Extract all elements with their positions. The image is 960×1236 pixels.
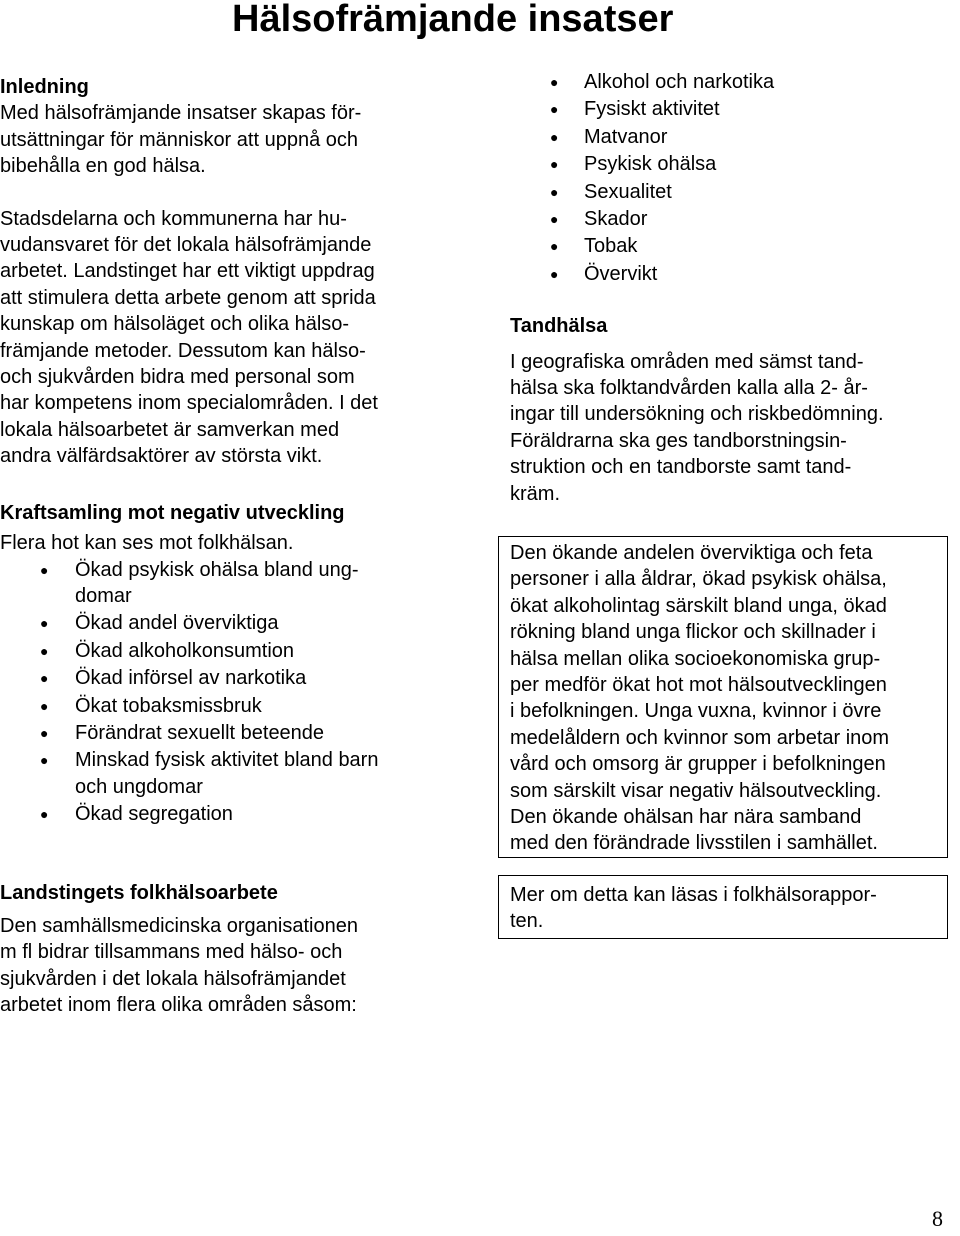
list-item [510,206,950,232]
list-item [0,747,450,800]
paragraph-line: I geografiska områden med sämst tand- [510,350,864,373]
list-item [510,69,950,95]
paragraph-line: främjande metoder. Dessutom kan hälso- [0,339,366,362]
box-line: medelåldern och kvinnor som arbetar inom [510,726,890,749]
paragraph-line: Stadsdelarna och kommunerna har hu- [0,207,347,230]
bullet-icon: ● [40,670,49,687]
bullet-icon: ● [40,642,49,659]
bullet-icon: ● [40,806,49,823]
paragraph-line: kräm. [510,482,560,505]
box-line: vård och omsorg är grupper i befolkningen [510,753,886,776]
list-item [0,610,450,636]
list-item [0,801,450,827]
box-line: per medför ökat hot mot hälsoutvecklingen [510,674,887,697]
health-trend-box [498,536,948,858]
list-item-text: Ökad andel överviktiga [75,612,279,635]
paragraph-line: arbetet inom flera olika områden såsom: [0,994,357,1017]
paragraph-line: hälsa ska folktandvården kalla alla 2- år- [510,377,868,400]
list-item-text: Ökad segregation [75,803,233,826]
list-item-text: Ökad införsel av narkotika [75,667,307,690]
box-line: personer i alla åldrar, ökad psykisk ohälsa, [510,568,887,591]
bullet-icon: ● [40,561,49,578]
list-item-text: Psykisk ohälsa [584,153,717,176]
box-line: Den ökande ohälsan har nära samband [510,806,862,829]
paragraph-line: vudansvaret för det lokala hälsofrämjande [0,234,372,257]
list-item-text: Matvanor [584,125,668,148]
bullet-icon: ● [40,697,49,714]
list-item-text: Skador [584,208,648,231]
paragraph-line: ingar till undersökning och riskbedömning. [510,403,884,426]
paragraph-line: m fl bidrar tillsammans med hälso- och [0,941,343,964]
intro-heading: Inledning [0,76,89,98]
box-line: hälsa mellan olika socioekonomiska grup- [510,647,881,670]
list-item [0,665,450,691]
tandhalsa-paragraph [510,349,950,507]
list-item-text: domar [75,584,132,607]
list-item-text: Ökad psykisk ohälsa bland ung- [75,558,359,581]
list-item [510,233,950,259]
list-item [0,693,450,719]
list-item-text: Fysiskt aktivitet [584,98,720,121]
bullet-icon: ● [40,752,49,769]
landsting-heading: Landstingets folkhälsoarbete [0,881,278,904]
box-line: Mer om detta kan läsas i folkhälsorappor- [510,884,877,906]
page-number: 8 [932,1206,943,1231]
paragraph-line: och sjukvården bidra med personal som [0,366,355,389]
paragraph-line: att stimulera detta arbete genom att sprida [0,286,376,309]
list-item-text: och ungdomar [75,775,203,798]
list-item-text: Ökat tobaksmissbruk [75,694,262,717]
paragraph-line: struktion och en tandborste samt tand- [510,456,852,479]
list-item-text: Alkohol och narkotika [584,71,775,93]
paragraph-line: andra välfärdsaktörer av största vikt. [0,445,323,468]
list-item [0,720,450,746]
paragraph-line: lokala hälsoarbetet är samverkan med [0,418,340,441]
bullet-icon: ● [550,101,559,118]
paragraph-line: Den samhällsmedicinska organisationen [0,914,358,937]
intro-line: Med hälsofrämjande insatser skapas för- [0,102,362,125]
bullet-icon: ● [550,265,559,282]
right-column [510,68,950,507]
list-item-text: Minskad fysisk aktivitet bland barn [75,749,379,772]
box-line: ten. [510,910,544,933]
bullet-icon: ● [550,238,559,255]
box-line: ökat alkoholintag särskilt bland unga, ökad [510,594,887,617]
list-item-text: Övervikt [584,262,658,285]
list-item [510,179,950,205]
box-line: rökning bland unga flickor och skillnader i [510,621,876,644]
list-item-text: Tobak [584,235,638,258]
intro-line: bibehålla en god hälsa. [0,155,206,178]
list-item [510,124,950,150]
paragraph-line: arbetet. Landstinget har ett viktigt uppdrag [0,260,375,283]
list-item [510,151,950,177]
kraftsamling-heading: Kraftsamling mot negativ utveckling [0,501,345,524]
landsting-paragraph [0,913,450,1019]
box-line: som särskilt visar negativ hälsoutveckling. [510,779,882,802]
bullet-icon: ● [550,156,559,173]
box-line: Den ökande andelen överviktiga och feta [510,542,873,564]
intro-line: utsättningar för människor att uppnå och [0,128,358,151]
list-item [510,261,950,287]
paragraph-line: sjukvården i det lokala hälsofrämjandet [0,967,346,990]
bullet-icon: ● [550,211,559,228]
list-item-text: Ökad alkoholkonsumtion [75,639,295,662]
report-reference-box [498,875,948,939]
kraftsamling-intro: Flera hot kan ses mot folkhälsan. [0,532,294,555]
page-title: Hälsofrämjande insatser [232,0,674,40]
threat-list [0,557,450,828]
box-line: i befolkningen. Unga vuxna, kvinnor i övre [510,700,882,723]
bullet-icon: ● [40,724,49,741]
paragraph-line: kunskap om hälsoläget och olika hälso- [0,313,350,336]
list-item-text: Förändrat sexuellt beteende [75,721,325,744]
bullet-icon: ● [550,183,559,200]
paragraph-line: har kompetens inom specialområden. I det [0,392,378,415]
list-item [510,96,950,122]
area-list [0,69,950,287]
list-item-text: Sexualitet [584,180,672,203]
tandhalsa-heading: Tandhälsa [510,315,608,338]
paragraph-line: Föräldrarna ska ges tandborstningsin- [510,429,847,452]
list-item [0,557,450,610]
bullet-icon: ● [550,128,559,145]
box-line: med den förändrade livsstilen i samhället. [510,832,878,855]
list-item [0,638,450,664]
bullet-icon: ● [40,615,49,632]
bullet-icon: ● [550,74,559,90]
